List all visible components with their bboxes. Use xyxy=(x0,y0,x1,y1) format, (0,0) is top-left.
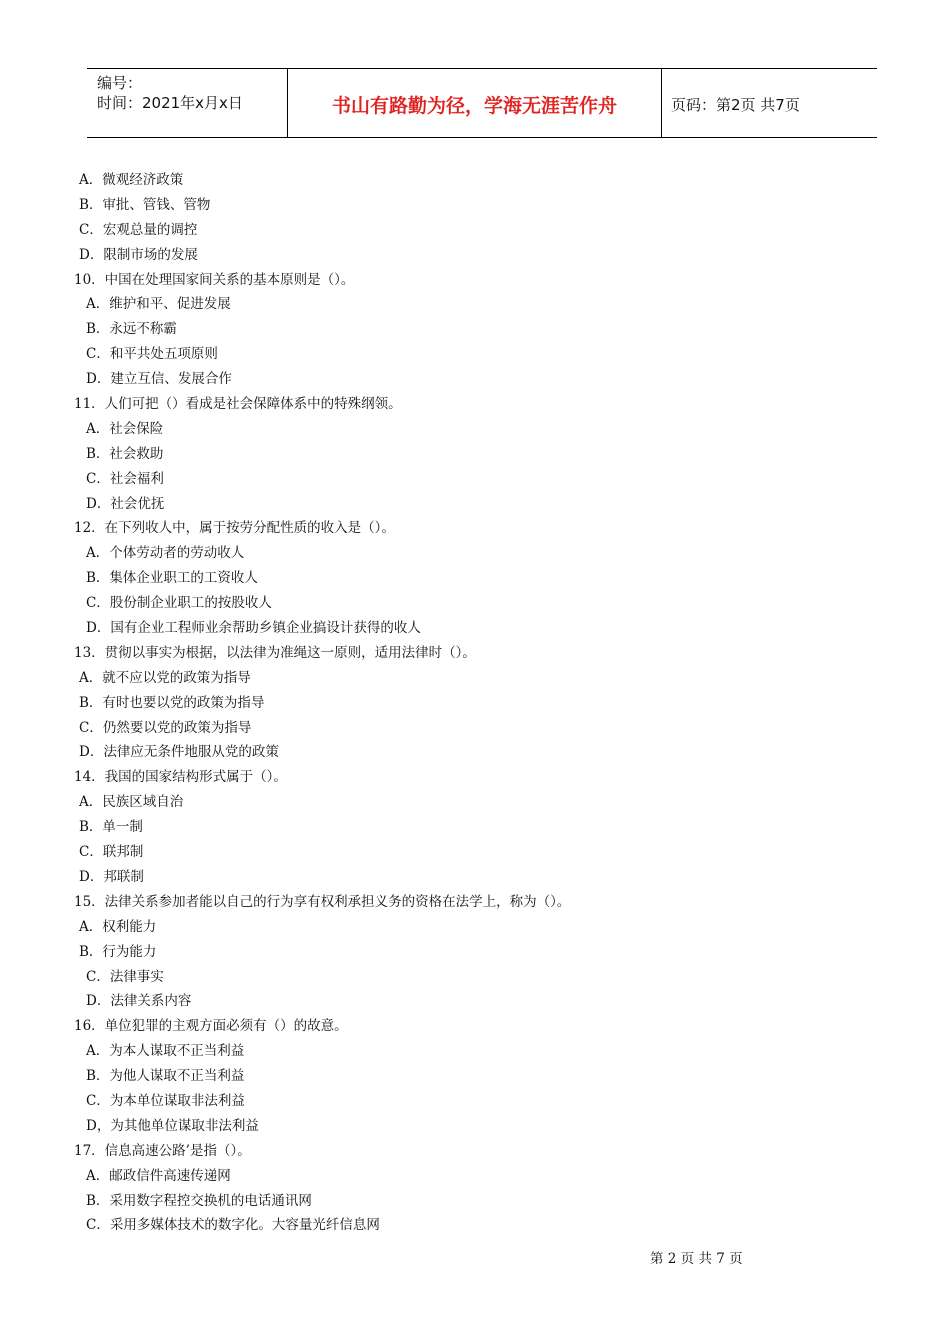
answer-option: A．微观经济政策 xyxy=(79,172,184,188)
question-text: 17．信息高速公路’是指（）。 xyxy=(74,1142,251,1159)
answer-option: A．权利能力 xyxy=(79,918,157,935)
answer-option: B．有时也要以党的政策为指导 xyxy=(79,694,265,711)
question-text: 14．我国的国家结构形式属于（）。 xyxy=(74,769,287,786)
answer-option: D．邦联制 xyxy=(79,868,144,885)
answer-option: B．永远不称霸 xyxy=(86,321,177,338)
answer-option: D．法律关系内容 xyxy=(86,993,192,1010)
answer-option: C．股份制企业职工的按股收人 xyxy=(86,595,272,612)
answer-option: C．为本单位谋取非法利益 xyxy=(86,1092,245,1109)
header-right-cell xyxy=(661,69,877,137)
answer-option: C．联邦制 xyxy=(79,844,144,861)
serial-number: 编号： xyxy=(97,74,143,92)
answer-option: B．行为能力 xyxy=(79,943,157,960)
answer-option: D．建立互信、发展合作 xyxy=(86,371,232,388)
answer-option: B．单一制 xyxy=(79,819,143,836)
question-text: 11．人们可把（）看成是社会保障体系中的特殊纲领。 xyxy=(74,396,402,413)
answer-option: A．为本人谋取不正当利益 xyxy=(86,1043,245,1060)
header-middle-cell xyxy=(287,69,662,137)
answer-option: B．为他人谋取不正当利益 xyxy=(86,1068,245,1085)
answer-option: A．民族区域自治 xyxy=(79,794,184,811)
answer-option: D，为其他单位谋取非法利益 xyxy=(86,1117,259,1134)
answer-option: C．仍然要以党的政策为指导 xyxy=(79,719,252,736)
motto: 书山有路勤为径，学海无涯苦作舟 xyxy=(331,95,617,117)
header-left-cell xyxy=(87,69,287,137)
question-text: 16．单位犯罪的主观方面必须有（）的故意。 xyxy=(74,1018,348,1035)
question-text: 15．法律关系参加者能以自己的行为享有权利承担义务的资格在法学上，称为（）。 xyxy=(74,893,571,910)
answer-option: D．限制市场的发展 xyxy=(79,246,198,263)
answer-option: B．社会救助 xyxy=(86,445,164,462)
answer-option: A．就不应以党的政策为指导 xyxy=(79,669,251,686)
answer-option: D．社会优抚 xyxy=(86,495,165,512)
answer-option: D．法律应无条件地服从党的政策 xyxy=(79,744,279,761)
answer-option: B．审批、管钱、管物 xyxy=(79,196,211,213)
document-body xyxy=(0,168,950,1238)
answer-option: A．社会保险 xyxy=(86,420,164,437)
answer-option: B．集体企业职工的工资收人 xyxy=(86,570,258,587)
answer-option: C．法律事实 xyxy=(86,968,164,985)
answer-option: D．国有企业工程师业余帮助乡镇企业搞设计获得的收人 xyxy=(86,620,421,637)
page-footer: 第 2 页 共 7 页 xyxy=(650,1251,743,1267)
page-indicator: 页码：第2页 共7页 xyxy=(671,96,800,114)
answer-option: C．采用多媒体技术的数字化。大容量光纤信息网 xyxy=(86,1217,380,1234)
answer-option: C．社会福利 xyxy=(86,470,164,487)
answer-option: B．采用数字程控交换机的电话通讯网 xyxy=(86,1192,312,1209)
question-text: 13．贯彻以事实为根据，以法律为准绳这一原则，适用法律时（）。 xyxy=(74,644,476,661)
question-text: 12．在下列收人中，属于按劳分配性质的收入是（）。 xyxy=(74,520,395,537)
answer-option: A．维护和平、促进发展 xyxy=(86,296,231,313)
date-time: 时间：2021年x月x日 xyxy=(97,94,243,112)
answer-option: A．邮政信件高速传递网 xyxy=(86,1167,231,1184)
answer-option: A．个体劳动者的劳动收人 xyxy=(86,545,245,562)
answer-option: C．宏观总量的调控 xyxy=(79,221,198,238)
question-text: 10．中国在处理国家间关系的基本原则是（）。 xyxy=(74,271,355,288)
answer-option: C．和平共处五项原则 xyxy=(86,346,218,363)
page-header xyxy=(87,68,877,138)
